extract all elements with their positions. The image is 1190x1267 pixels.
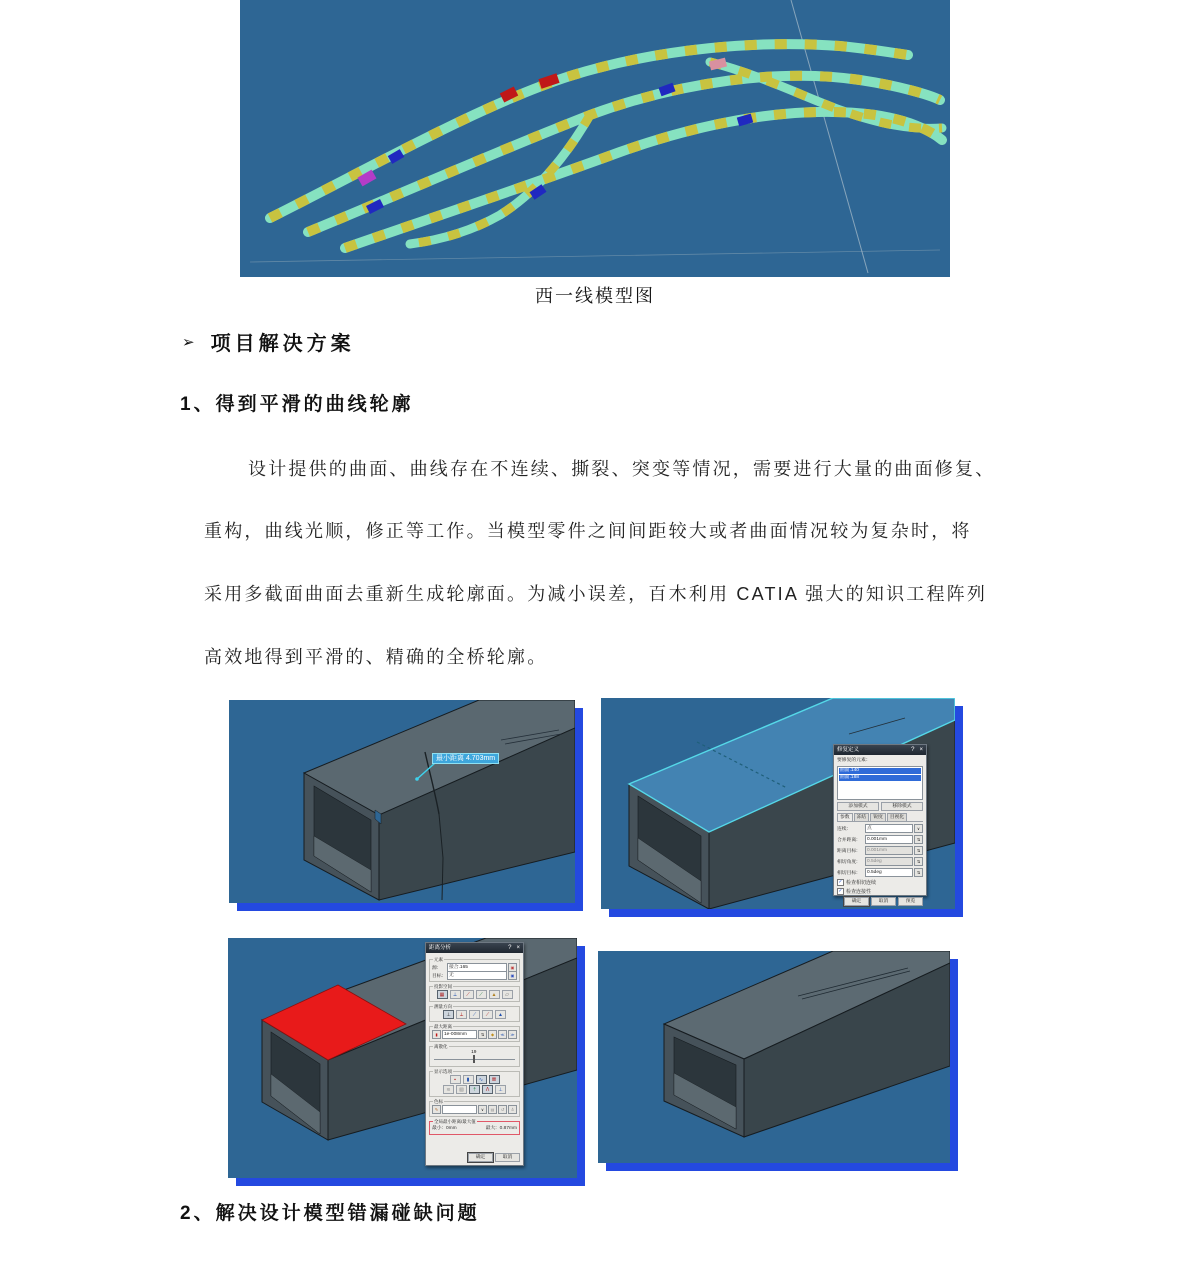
screenshot-distance-analysis — [228, 938, 577, 1178]
screenshot-repaired-beam — [598, 951, 950, 1163]
list-item[interactable]: 曲面.188 — [839, 775, 921, 781]
section2-heading: 2、解决设计模型错漏碰缺问题 — [180, 1203, 480, 1224]
max-distance-group-label: 最大距离 — [434, 1024, 452, 1029]
checkbox-icon[interactable]: ✓ — [838, 879, 843, 885]
invert-icon[interactable]: ▧ — [456, 1085, 467, 1094]
ok-button[interactable]: 确定 — [468, 1153, 493, 1162]
tangency-objective-label: 相切目标: — [837, 871, 858, 876]
projection-group-label: 投影空间 — [434, 984, 452, 989]
tangency-angle-input[interactable]: 0.5deg — [865, 857, 913, 866]
direction-y-icon[interactable]: ⟋ — [469, 1010, 480, 1019]
cancel-button[interactable]: 取消 — [871, 897, 896, 906]
solution-heading — [182, 327, 355, 356]
paragraph-line-2: 重构，曲线光顺，修正等工作。当模型零件之间间距较大或者曲面情况较为复杂时，将 — [204, 521, 972, 541]
screenshot-healing — [601, 698, 955, 909]
slider-value: 19 — [471, 1050, 477, 1055]
limited-icon[interactable]: ≪ — [498, 1030, 507, 1039]
axis-marker-icon[interactable]: ⊥ — [495, 1085, 506, 1094]
healing-dialog[interactable] — [833, 744, 927, 904]
direction-z-icon[interactable]: ⟋ — [482, 1010, 493, 1019]
check-tangency-label: 检查相切连续 — [846, 880, 877, 886]
target-input[interactable]: 无 — [447, 971, 507, 980]
elements-group — [429, 959, 520, 982]
min-value: 0mm — [445, 1126, 457, 1131]
tab-parameters[interactable]: 参数 — [837, 813, 853, 821]
pick-icon[interactable]: ▣ — [508, 963, 517, 972]
merging-distance-label: 合并距离: — [837, 838, 858, 843]
tab-visualization[interactable]: 目视化 — [887, 813, 907, 821]
scale-reset-icon[interactable]: ↺ — [498, 1105, 507, 1114]
full-icon[interactable]: ≫ — [508, 1030, 517, 1039]
direction-x-icon[interactable]: ⟂ — [456, 1010, 467, 1019]
dialog-titlebar[interactable] — [426, 943, 523, 953]
projection-y-icon[interactable]: ⟋ — [463, 990, 474, 999]
statistics-icon[interactable]: ▮ — [463, 1075, 474, 1084]
add-mode-button[interactable]: 添加模式 — [837, 802, 879, 811]
discretization-group — [429, 1046, 520, 1067]
ok-button[interactable]: 确定 — [844, 897, 869, 906]
figure-caption: 西一线模型图 — [535, 286, 655, 306]
curve-display-icon[interactable]: ∿ — [476, 1075, 487, 1084]
dropdown-icon[interactable]: ∨ — [478, 1105, 487, 1114]
direction-group-label: 测量方向 — [434, 1004, 452, 1009]
max-label: 最大: — [485, 1126, 497, 1131]
elements-group-label: 元素 — [434, 957, 443, 962]
scale-dialog-icon[interactable]: ▤ — [488, 1105, 497, 1114]
close-icon[interactable]: × — [516, 945, 520, 951]
dialog-title: 距离分析 — [429, 945, 452, 951]
color-scale-group — [429, 1101, 520, 1117]
tab-freeze[interactable]: 冻结 — [854, 813, 870, 821]
projection-z-icon[interactable]: ⟋ — [476, 990, 487, 999]
cancel-button[interactable]: 取消 — [495, 1153, 520, 1162]
min-distance-tooltip: 最小距离 4.703mm — [432, 753, 499, 764]
display-options-group — [429, 1071, 520, 1097]
preview-button[interactable]: 预览 — [898, 897, 923, 906]
scale-input[interactable] — [442, 1105, 477, 1114]
ruler-icon: ▮ — [432, 1030, 441, 1039]
distance-objective-label: 距离目标: — [837, 849, 858, 854]
box-beam-red-scene — [228, 938, 577, 1178]
check-connexity-label: 检查连接性 — [846, 889, 872, 895]
max-distance-group — [429, 1026, 520, 1042]
spinner-icon[interactable]: ⇅ — [914, 868, 923, 877]
projection-compass-icon[interactable]: ▲ — [489, 990, 500, 999]
continuity-select[interactable]: 点 — [865, 824, 913, 833]
spinner-icon[interactable]: ⇅ — [478, 1030, 487, 1039]
scale-lock-icon[interactable]: ≙ — [508, 1105, 517, 1114]
solution-heading-text: 项目解决方案 — [210, 333, 355, 355]
min-label: 最小: — [432, 1126, 443, 1131]
comb-display-icon[interactable]: 𝌆 — [489, 1075, 500, 1084]
points-display-icon[interactable]: ▪ — [450, 1075, 461, 1084]
paragraph-line-1: 设计提供的曲面、曲线存在不连续、撕裂、突变等情况，需要进行大量的曲面修复、 — [248, 459, 996, 479]
pencil-icon[interactable]: ✎ — [432, 1105, 441, 1114]
screenshot-gap-measure — [229, 700, 575, 903]
dialog-titlebar[interactable] — [834, 745, 926, 755]
projection-plane-icon[interactable]: ▱ — [502, 990, 513, 999]
elements-listbox[interactable] — [837, 766, 923, 800]
remove-mode-button[interactable]: 移除模式 — [881, 802, 923, 811]
envelope-icon[interactable]: ≋ — [443, 1085, 454, 1094]
tangency-angle-label: 相切角度: — [837, 860, 858, 865]
checkbox-icon[interactable]: ✓ — [838, 888, 843, 894]
display-group-label: 显示选项 — [434, 1069, 452, 1074]
color-scale-group-label: 色标 — [434, 1099, 443, 1104]
help-icon[interactable]: ? — [508, 945, 512, 951]
spinner-icon[interactable]: ⇅ — [914, 846, 923, 855]
list-item[interactable]: 曲面.140 — [839, 768, 921, 774]
projection-space-group — [429, 986, 520, 1002]
discretization-slider[interactable] — [432, 1050, 517, 1064]
help-icon[interactable]: ? — [911, 747, 915, 753]
distance-analysis-dialog[interactable] — [425, 942, 524, 1166]
max-marker-icon[interactable]: Λ — [482, 1085, 493, 1094]
tooltip-anchor-dot — [415, 777, 419, 781]
projection-x-icon[interactable]: ⟂ — [450, 990, 461, 999]
min-marker-icon[interactable]: ⇡ — [469, 1085, 480, 1094]
continuity-label: 连续: — [837, 827, 848, 832]
box-beam-gap-scene — [229, 700, 575, 903]
section1-heading: 1、得到平滑的曲线轮廓 — [180, 394, 414, 415]
spinner-icon[interactable]: ⇅ — [914, 857, 923, 866]
dropdown-icon[interactable]: ∨ — [914, 824, 923, 833]
source-label: 源: — [432, 965, 439, 971]
target-label: 目标: — [432, 973, 443, 979]
bridge-model-canvas — [240, 0, 950, 277]
close-icon[interactable]: × — [919, 747, 923, 753]
dialog-title: 修复定义 — [837, 747, 860, 753]
paragraph-line-4: 高效地得到平滑的、精确的全桥轮廓。 — [204, 647, 548, 667]
global-group-label: 全局最小距离/最大值 — [434, 1119, 476, 1124]
pick-icon[interactable]: ▣ — [508, 971, 517, 980]
paragraph-line-3: 采用多截面曲面去重新生成轮廓面。为减小误差，百木利用 CATIA 强大的知识工程阵列 — [204, 584, 988, 604]
arrow-bullet-icon: ➢ — [182, 333, 195, 351]
projection-3d-icon[interactable]: ▦ — [437, 990, 448, 999]
direction-normal-icon[interactable]: ⊥ — [443, 1010, 454, 1019]
max-value: 0.87mm — [499, 1126, 517, 1131]
elements-list-label: 要修复的元素： — [837, 758, 871, 763]
slider-thumb[interactable] — [473, 1055, 475, 1063]
bridge-model-figure — [240, 0, 950, 277]
discretization-group-label: 离散化 — [434, 1044, 448, 1049]
spinner-icon[interactable]: ⇅ — [914, 835, 923, 844]
tab-sharpness[interactable]: 锐度 — [870, 813, 886, 821]
measure-direction-group — [429, 1006, 520, 1022]
distance-objective-input[interactable]: 0.001mm — [865, 846, 913, 855]
source-input[interactable]: 接合.165 — [447, 963, 507, 972]
color-scale-icon[interactable]: ◆ — [488, 1030, 497, 1039]
merging-distance-input[interactable]: 0.001mm — [865, 835, 913, 844]
tangency-objective-input[interactable]: 0.5deg — [865, 868, 913, 877]
box-beam-clean-scene — [598, 951, 950, 1163]
direction-compass-icon[interactable]: ▲ — [495, 1010, 506, 1019]
global-minmax-group — [429, 1121, 520, 1135]
max-distance-input[interactable]: 1e-008mm — [442, 1030, 477, 1039]
